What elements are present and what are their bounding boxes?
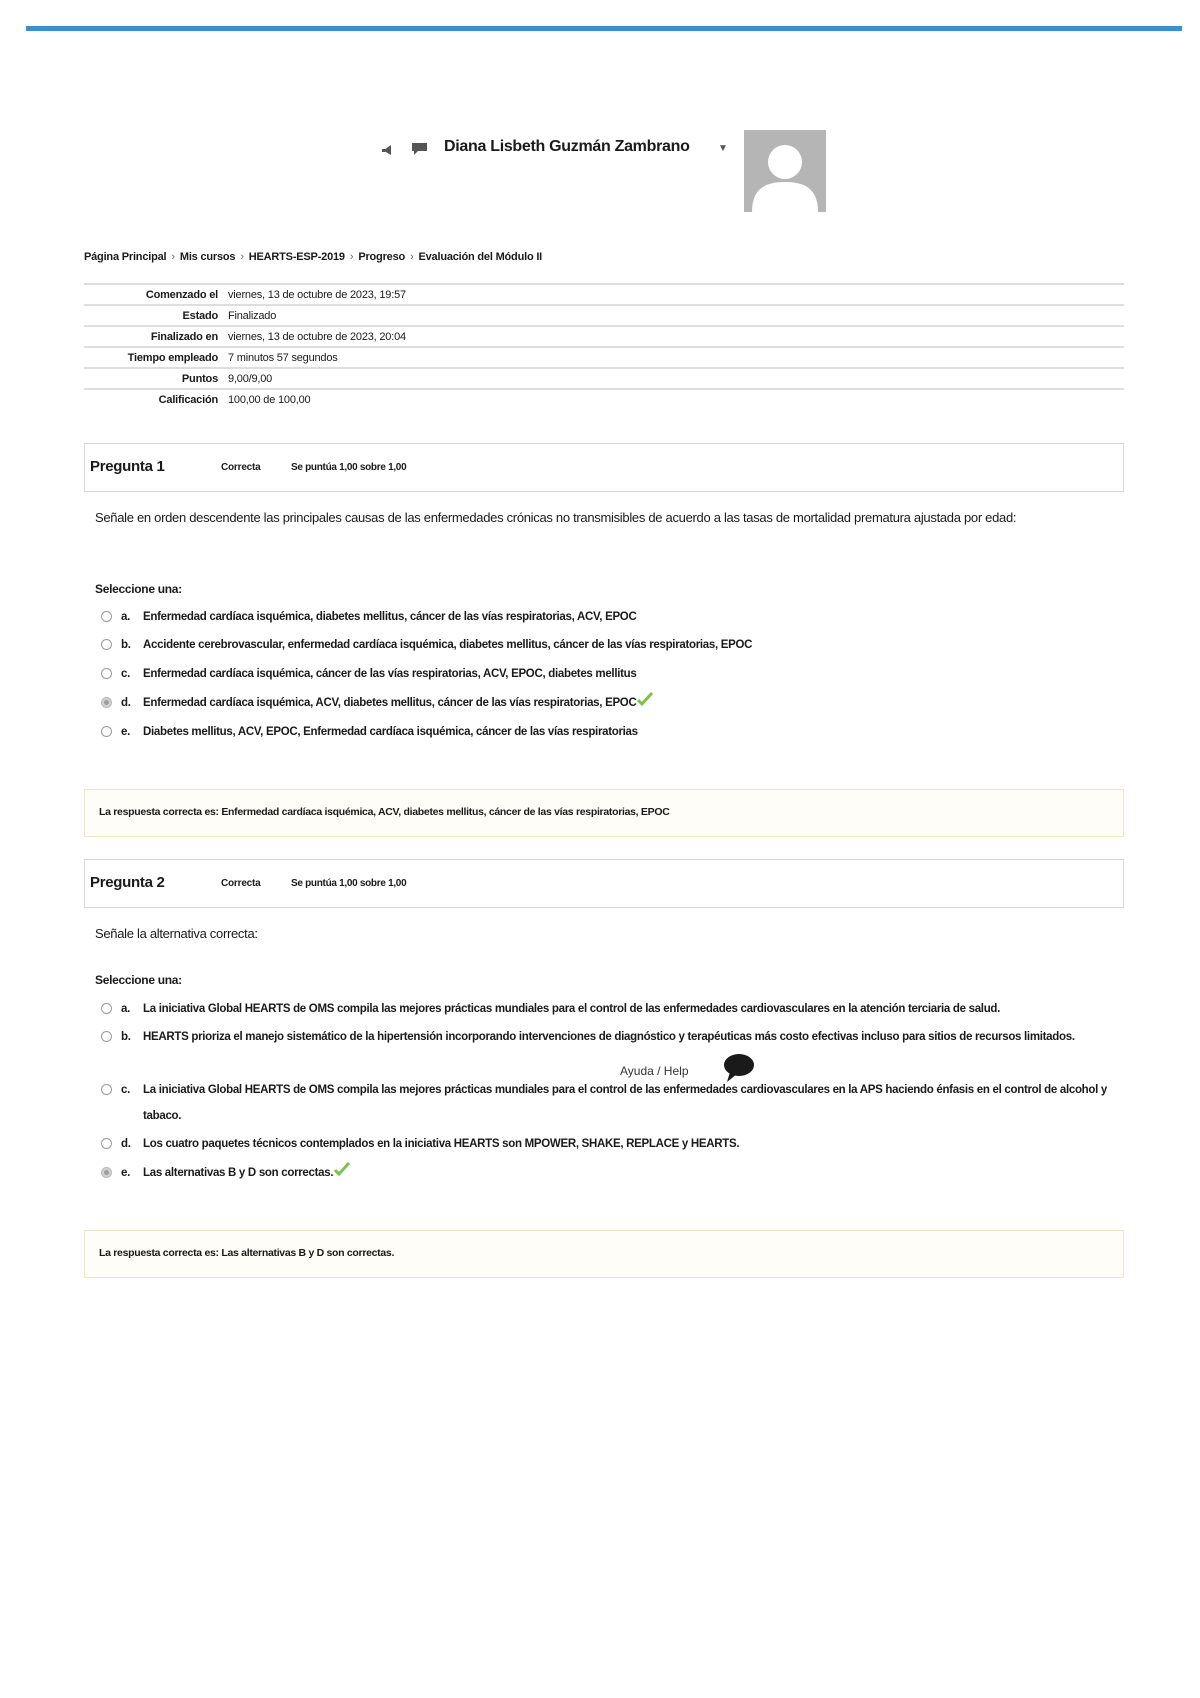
question-1-option-d[interactable] xyxy=(101,690,1121,717)
question-1-option-c[interactable] xyxy=(101,661,1121,687)
radio-button[interactable] xyxy=(101,1003,112,1014)
question-grade: Se puntúa 1,00 sobre 1,00 xyxy=(291,878,407,889)
summary-label: Tiempo empleado xyxy=(127,351,218,364)
option-text: Enfermedad cardíaca isquémica, diabetes mellitus, cáncer de las vías respiratorias, ACV, EPOC xyxy=(143,611,637,623)
option-text: Los cuatro paquetes técnicos contemplados en la iniciativa HEARTS son MPOWER, SHAKE, REPLACE y HEARTS. xyxy=(143,1138,740,1150)
chat-icon[interactable] xyxy=(411,142,428,161)
question-2-header xyxy=(84,859,1124,908)
radio-button[interactable] xyxy=(101,611,112,622)
option-text: HEARTS prioriza el manejo sistemático de la hipertensión incorporando intervenciones de diagnóstico y terapéuticas más costo efectivas incluso para sitios de recursos limitados. xyxy=(143,1031,1075,1043)
question-2-option-e[interactable] xyxy=(101,1160,1121,1187)
breadcrumb xyxy=(84,251,542,263)
select-prompt: Seleccione una: xyxy=(95,973,182,987)
option-letter: c. xyxy=(121,668,130,680)
question-1-option-b[interactable] xyxy=(101,632,1121,658)
option-letter: b. xyxy=(121,1031,131,1043)
table-row xyxy=(84,389,1124,410)
option-letter: b. xyxy=(121,639,131,651)
option-text: Enfermedad cardíaca isquémica, cáncer de las vías respiratorias, ACV, EPOC, diabetes mellitus xyxy=(143,668,637,680)
option-text-value: Las alternativas B y D son correctas. xyxy=(143,1167,334,1179)
question-1-header xyxy=(84,443,1124,492)
correct-answer-text: La respuesta correcta es: Enfermedad cardíaca isquémica, ACV, diabetes mellitus, cáncer de las vías respiratorias, EPOC xyxy=(99,806,670,818)
question-grade: Se puntúa 1,00 sobre 1,00 xyxy=(291,462,407,473)
question-1-option-a[interactable] xyxy=(101,604,1121,630)
breadcrumb-item[interactable]: Evaluación del Módulo II xyxy=(418,251,543,263)
table-row xyxy=(84,305,1124,326)
option-text-value: Enfermedad cardíaca isquémica, ACV, diabetes mellitus, cáncer de las vías respiratorias, EPOC xyxy=(143,697,637,709)
question-number: Pregunta 1 xyxy=(90,458,165,475)
radio-button[interactable] xyxy=(101,1031,112,1042)
question-number: Pregunta 2 xyxy=(90,874,165,891)
correct-answer-text: La respuesta correcta es: Las alternativas B y D son correctas. xyxy=(99,1247,395,1259)
avatar[interactable] xyxy=(744,130,826,212)
summary-label: Estado xyxy=(182,309,218,322)
option-letter: d. xyxy=(121,697,131,709)
table-row xyxy=(84,347,1124,368)
radio-button[interactable] xyxy=(101,1138,112,1149)
option-text: Accidente cerebrovascular, enfermedad cardíaca isquémica, diabetes mellitus, cáncer de las vías respiratorias, EPOC xyxy=(143,639,753,651)
breadcrumb-item[interactable]: Página Principal xyxy=(84,251,167,263)
question-1-text: Señale en orden descendente las principales causas de las enfermedades crónicas no transmisibles de acuerdo a las tasas de mortalidad prematura ajustada por edad: xyxy=(95,510,1017,525)
question-2-option-a[interactable] xyxy=(101,996,1121,1022)
user-name[interactable]: Diana Lisbeth Guzmán Zambrano xyxy=(444,138,690,155)
question-state: Correcta xyxy=(221,878,261,889)
option-text xyxy=(143,690,1121,717)
option-text: Diabetes mellitus, ACV, EPOC, Enfermedad cardíaca isquémica, cáncer de las vías respiratorias xyxy=(143,726,638,738)
question-state: Correcta xyxy=(221,462,261,473)
correct-check-icon xyxy=(334,1161,350,1187)
summary-value: 7 minutos 57 segundos xyxy=(228,351,338,364)
summary-label: Comenzado el xyxy=(145,288,218,301)
breadcrumb-item[interactable]: HEARTS-ESP-2019 xyxy=(248,251,345,263)
table-row xyxy=(84,326,1124,347)
question-2-text: Señale la alternativa correcta: xyxy=(95,926,258,941)
help-label[interactable]: Ayuda / Help xyxy=(620,1064,689,1078)
question-2-feedback xyxy=(84,1230,1124,1278)
option-letter: d. xyxy=(121,1138,131,1150)
breadcrumb-item[interactable]: Mis cursos xyxy=(179,251,236,263)
radio-button-selected[interactable] xyxy=(101,1167,112,1178)
question-2-option-b[interactable] xyxy=(101,1024,1121,1050)
option-letter: a. xyxy=(121,611,130,623)
summary-value: 9,00/9,00 xyxy=(228,372,273,385)
option-text: La iniciativa Global HEARTS de OMS compila las mejores prácticas mundiales para el control de las enfermedades cardiovasculares en la atención terciaria de salud. xyxy=(143,1003,1001,1015)
summary-value: 100,00 de 100,00 xyxy=(228,394,311,406)
table-row xyxy=(84,284,1124,305)
option-letter: c. xyxy=(121,1084,130,1096)
option-letter: e. xyxy=(121,726,130,738)
correct-check-icon xyxy=(637,691,653,717)
option-letter: e. xyxy=(121,1167,130,1179)
radio-button[interactable] xyxy=(101,726,112,737)
table-row xyxy=(84,368,1124,389)
summary-value: viernes, 13 de octubre de 2023, 19:57 xyxy=(228,288,406,301)
option-letter: a. xyxy=(121,1003,130,1015)
question-1-option-e[interactable] xyxy=(101,719,1121,745)
option-text xyxy=(143,1160,1121,1187)
top-accent-bar xyxy=(26,26,1182,31)
breadcrumb-item[interactable]: Progreso xyxy=(358,251,406,263)
radio-button[interactable] xyxy=(101,668,112,679)
summary-label: Calificación xyxy=(158,394,218,406)
question-2-option-c[interactable] xyxy=(101,1077,1121,1129)
summary-label: Finalizado en xyxy=(150,330,218,343)
chevron-right-icon: › xyxy=(410,251,414,263)
chevron-down-icon[interactable]: ▼ xyxy=(718,143,728,154)
option-text: La iniciativa Global HEARTS de OMS compila las mejores prácticas mundiales para el control de las enfermedades cardiovasculares en la APS haciendo énfasis en el control de alcohol y tabaco. xyxy=(143,1084,1108,1122)
summary-value: Finalizado xyxy=(228,309,277,322)
radio-button-selected[interactable] xyxy=(101,697,112,708)
radio-button[interactable] xyxy=(101,639,112,650)
summary-value: viernes, 13 de octubre de 2023, 20:04 xyxy=(228,330,406,343)
select-prompt: Seleccione una: xyxy=(95,582,182,596)
question-2-option-d[interactable] xyxy=(101,1131,1121,1157)
question-1-feedback xyxy=(84,789,1124,837)
chevron-right-icon: › xyxy=(171,251,175,263)
radio-button[interactable] xyxy=(101,1084,112,1095)
chevron-right-icon: › xyxy=(240,251,244,263)
attempt-summary-table xyxy=(84,283,1124,410)
chat-bubble-icon[interactable] xyxy=(723,1053,755,1088)
summary-label: Puntos xyxy=(181,372,218,385)
chevron-right-icon: › xyxy=(349,251,354,263)
